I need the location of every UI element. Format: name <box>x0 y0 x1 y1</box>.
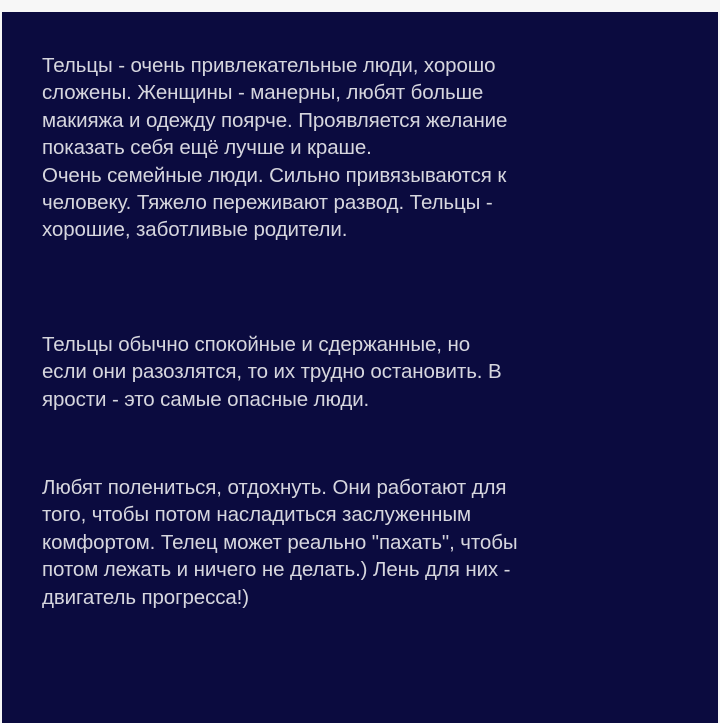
paragraph-1 <box>42 52 682 244</box>
paragraph-3-line-2: того, чтобы потом насладиться заслуженным <box>42 503 472 527</box>
paragraph-2 <box>42 331 682 413</box>
paragraph-2-line-2: если они разозлятся, то их трудно остановить. В <box>42 360 502 384</box>
paragraph-1-line-1: Тельцы - очень привлекательные люди, хорошо <box>42 54 496 77</box>
paragraph-3 <box>42 474 682 611</box>
paragraph-1-line-4: показать себя ещё лучше и краше. <box>42 136 372 160</box>
paragraph-2-line-3: ярости - это самые опасные люди. <box>42 387 370 411</box>
paragraph-1-line-6: человеку. Тяжело переживают развод. Тельцы - <box>42 191 493 215</box>
paragraph-1-line-3: макияжа и одежду поярче. Проявляется желание <box>42 108 508 132</box>
paragraph-3-line-5: двигатель прогресса!) <box>42 585 250 609</box>
text-card <box>2 12 718 723</box>
paragraph-1-line-7: хорошие, заботливые родители. <box>42 218 348 242</box>
paragraph-3-line-4: потом лежать и ничего не делать.) Лень для них - <box>42 558 511 582</box>
paragraph-3-line-3: комфортом. Телец может реально "пахать", чтобы <box>42 530 518 554</box>
paragraph-2-line-1: Тельцы обычно спокойные и сдержанные, но <box>42 333 471 356</box>
paragraph-3-line-1: Любят полениться, отдохнуть. Они работают для <box>42 476 507 499</box>
paragraph-1-line-2: сложены. Женщины - манерны, любят больше <box>42 81 484 105</box>
paragraph-1-line-5: Очень семейные люди. Сильно привязываются к <box>42 163 507 187</box>
